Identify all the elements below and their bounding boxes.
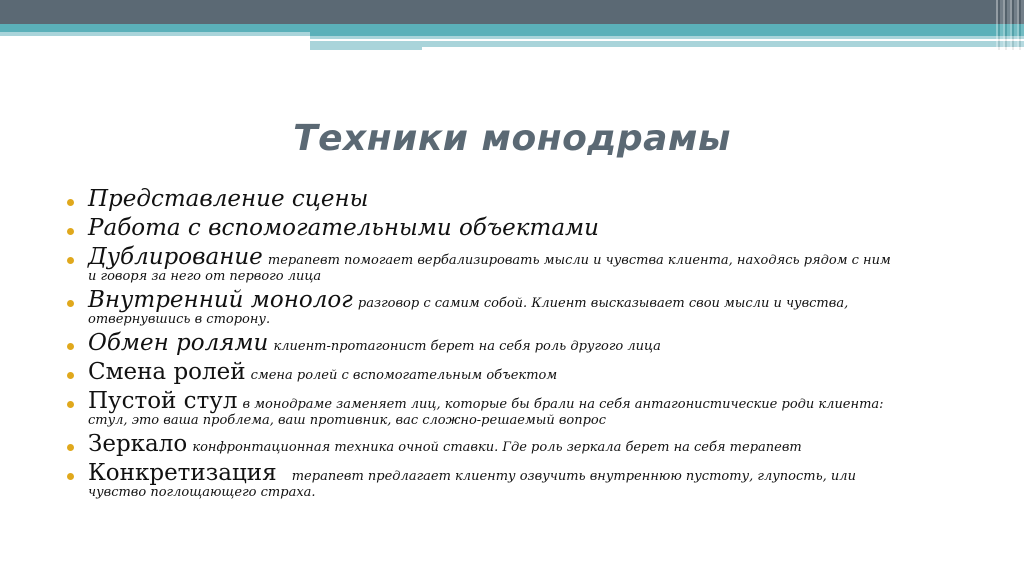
bullet-desc: конфронтационная техника очной ставки. Где роль зеркала берет на себя терапевт: [192, 440, 802, 455]
bullet-dot-icon: [67, 401, 74, 408]
bullet-term: Работа с вспомогательными объектами: [88, 215, 599, 241]
bullet-term: Дублирование: [88, 244, 263, 270]
bullet-term: Представление сцены: [88, 186, 369, 212]
bullet-desc: терапевт предлагает клиенту озвучить внутреннюю пустоту, глупость, или: [291, 469, 856, 484]
bullet-dot-icon: [67, 473, 74, 480]
bullet-item-concretization: [66, 462, 966, 499]
bullet-item-scene: [66, 188, 966, 211]
bullet-dot-icon: [67, 300, 74, 307]
bullet-item-role-exchange: [66, 332, 966, 355]
bullet-desc: смена ролей с вспомогательным объектом: [250, 368, 558, 383]
bullet-dot-icon: [67, 228, 74, 235]
header-strip-left: [0, 32, 310, 36]
bullet-term: Смена ролей: [88, 359, 246, 385]
bullet-dot-icon: [67, 257, 74, 264]
bullet-desc-cont: и говоря за него от первого лица: [88, 269, 322, 284]
bullet-desc: терапевт помогает вербализировать мысли и чувства клиента, находясь рядом с ним: [267, 253, 891, 268]
bullet-desc-cont: стул, это ваша проблема, ваш противник, вас сложно-решаемый вопрос: [88, 413, 607, 428]
header-edge-stripes: [996, 0, 1024, 50]
bullet-term: Обмен ролями: [88, 330, 269, 356]
bullet-dot-icon: [67, 372, 74, 379]
header-bar-dark: [0, 0, 1024, 24]
bullet-item-doubling: [66, 246, 966, 283]
header-strip-right-cut: [422, 47, 1024, 50]
bullet-desc: в монодраме заменяет лиц, которые бы брали на себя антагонистические роди клиента:: [242, 397, 884, 412]
bullet-list: [66, 188, 966, 505]
bullet-item-empty-chair: [66, 390, 966, 427]
bullet-term: Зеркало: [88, 431, 188, 457]
bullet-desc: клиент-протагонист берет на себя роль другого лица: [273, 339, 661, 354]
bullet-dot-icon: [67, 343, 74, 350]
bullet-desc-cont: чувство поглощающего страха.: [88, 485, 316, 500]
bullet-term: Пустой стул: [88, 388, 238, 414]
bullet-item-mirror: [66, 433, 966, 456]
bullet-desc-cont: отвернувшись в сторону.: [88, 312, 271, 327]
bullet-desc: разговор с самим собой. Клиент высказывает свои мысли и чувства,: [357, 296, 849, 311]
bullet-dot-icon: [67, 199, 74, 206]
bullet-item-inner-monologue: [66, 289, 966, 326]
slide-title: Техники монодрамы: [293, 118, 731, 159]
bullet-item-aux-objects: [66, 217, 966, 240]
bullet-dot-icon: [67, 444, 74, 451]
bullet-term: Внутренний монолог: [88, 287, 353, 313]
bullet-term: Конкретизация: [88, 460, 277, 486]
bullet-item-role-change: [66, 361, 966, 384]
